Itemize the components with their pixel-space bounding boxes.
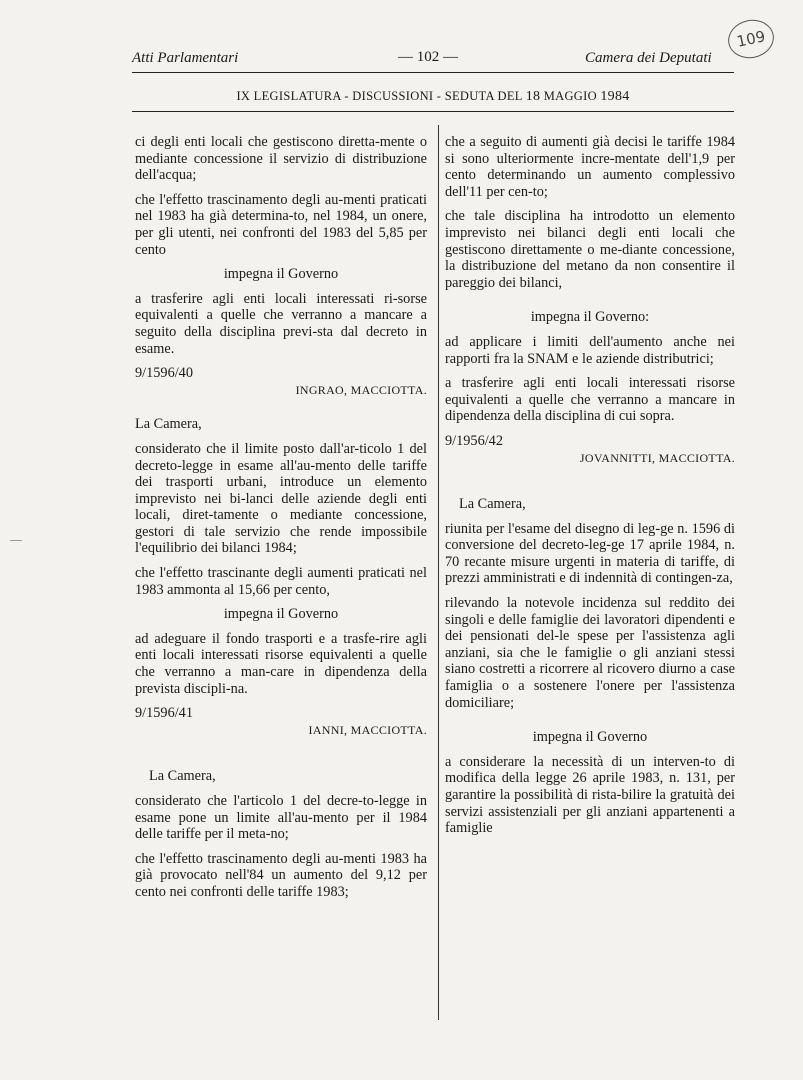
header-chamber: Camera dei Deputati <box>585 50 712 66</box>
paragraph: rilevando la notevole incidenza sul reddito dei singoli e delle famiglie dei lavoratori dipendenti e dei pensionati del-le spese per l'assistenza agli anziani, sia che le famiglie o gli anziani stessi siano costretti a ricorrere al ricovero diurno a case famiglia o a sostenere l'onere per l'assistenza domiciliare; <box>445 595 735 711</box>
paragraph: La Camera, <box>135 416 202 433</box>
paragraph: ad applicare i limiti dell'aumento anche nei rapporti fra la SNAM e le aziende distributrici; <box>445 333 735 367</box>
signature-line: JOVANNITTI, MACCIOTTA. <box>579 450 735 465</box>
paragraph: che l'effetto trascinamento degli au-menti praticati nel 1983 ha già determina-to, nel 1984, un onere, per gli utenti, nei confronti del 1983 del 5,85 per cento <box>135 191 427 258</box>
signature-line: IANNI, MACCIOTTA. <box>308 722 427 737</box>
resolution-heading: impegna il Governo <box>223 606 339 623</box>
header-session-year: 1984 <box>600 89 630 104</box>
paragraph: 9/1956/42 <box>445 432 503 449</box>
paragraph: considerato che l'articolo 1 del decre-to-legge in esame pone un limite all'au-mento per il 1984 delle tariffe per il meta-no; <box>135 793 427 843</box>
paragraph: considerato che il limite posto dall'ar-ticolo 1 del decreto-legge in esame all'au-mento delle tariffe dei trasporti urbani, introduce un elemento imprevisto nei bi-lanci delle aziende degli enti locali, diret-tamente o mediante concessione, gestori di tale servizio che rende impossibile l'equilibrio dei bilanci 1984; <box>135 440 427 557</box>
paragraph: La Camera, <box>459 496 526 513</box>
paragraph: che l'effetto trascinamento degli au-menti 1983 ha già provocato nell'84 un aumento del 9,12 per cento nei confronti delle tariffe 1983; <box>135 850 427 900</box>
header-rule-bottom <box>132 111 734 112</box>
resolution-heading: impegna il Governo: <box>530 309 650 326</box>
header-session-day: 18 <box>525 89 541 104</box>
paragraph: 9/1596/41 <box>135 705 193 722</box>
paragraph: che l'effetto trascinante degli aumenti praticati nel 1983 ammonta al 15,66 per cento, <box>135 565 427 598</box>
header-session <box>132 89 734 105</box>
page-number-stamp: 109 <box>725 16 778 63</box>
paragraph: ad adeguare il fondo trasporti e a trasfe-rire agli enti locali interessati risorse equivalenti a quelle che verranno a man-care in dipendenza della prevista discipli-na. <box>135 630 427 697</box>
header-rule-top <box>132 72 734 73</box>
header-page-number: — 102 — <box>398 49 458 65</box>
paragraph: riunita per l'esame del disegno di leg-ge n. 1596 di conversione del decreto-leg-ge 17 aprile 1984, n. 70 recante misure urgenti in materia di tariffe, di prezzi amministrati e di indennità di contingen-za, <box>445 520 735 587</box>
paragraph: 9/1596/40 <box>135 365 193 382</box>
right-column <box>445 134 735 837</box>
header-publication: Atti Parlamentari <box>132 50 239 66</box>
paragraph: che a seguito di aumenti già decisi le tariffe 1984 si sono ulteriormente incre-mentate dell'1,9 per cento determinando un aumento complessivo dell'11 per cen-to; <box>445 134 735 200</box>
header-session-month: MAGGIO <box>540 89 601 103</box>
paragraph: a trasferire agli enti locali interessati ri-sorse equivalenti a quelle che verranno a mancare a seguito della disciplina previ-sta dal decreto in esame. <box>135 290 427 357</box>
column-divider <box>438 125 439 1020</box>
paragraph: a considerare la necessità di un interven-to di modifica della legge 26 aprile 1983, n. 131, per garantire la possibilità di rista-bilire la gratuità dei servizi assistenziali per gli anziani appartenenti a famiglie <box>445 753 735 837</box>
paragraph: ci degli enti locali che gestiscono diretta-mente o mediante concessione il servizio di distribuzione dell'acqua; <box>135 134 427 184</box>
resolution-heading: impegna il Governo <box>223 266 339 283</box>
paragraph: La Camera, <box>149 768 216 785</box>
header-session-prefix: IX LEGISLATURA - DISCUSSIONI - SEDUTA DEL <box>236 89 526 103</box>
signature-line: INGRAO, MACCIOTTA. <box>295 382 427 397</box>
margin-mark <box>10 540 22 541</box>
left-column <box>135 134 427 901</box>
paragraph: a trasferire agli enti locali interessati risorse equivalenti a quelle che verranno a mancare in dipendenza della disciplina di cui sopra. <box>445 375 735 425</box>
resolution-heading: impegna il Governo <box>532 729 648 746</box>
paragraph: che tale disciplina ha introdotto un elemento imprevisto nei bilanci degli enti locali che gestiscono direttamente o me-diante concessione, la distribuzione del metano da non consentire il pareggio dei bilanci, <box>445 208 735 291</box>
